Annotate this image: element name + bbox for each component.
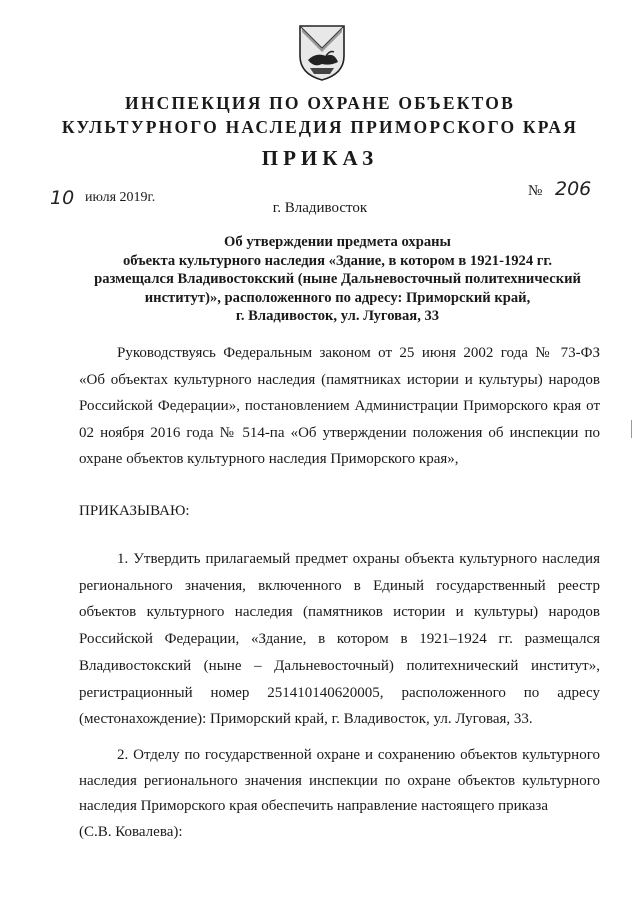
city: г. Владивосток: [272, 200, 368, 216]
preamble-paragraph: [79, 340, 600, 473]
item-1-paragraph: [79, 546, 600, 733]
paragraph-line: охране объектов культурного наследия Приморского края»,: [79, 451, 459, 467]
paragraph-line: (С.В. Ковалева):: [79, 823, 183, 840]
paragraph-line: 1. Утвердить прилагаемый предмет охраны объекта культурного наследия: [117, 551, 600, 567]
title-line: институт)», расположенного по адресу: Приморский край,: [144, 289, 531, 306]
paragraph-line: 2. Отделу по государственной охране и сохранению объектов культурного: [117, 747, 600, 763]
document-number-handwritten: 206: [555, 178, 592, 200]
paragraph-line: наследия регионального значения инспекции по охране объектов культурного: [79, 772, 600, 789]
paragraph-line: Российской Федерации, «Здание, в котором в 1921–1924 гг. размещался: [79, 631, 600, 648]
paragraph-line: Владивостокский (ныне – Дальневосточный) политехнический институт»,: [79, 657, 600, 674]
title-line: Об утверждении предмета охраны: [224, 234, 451, 250]
number-sign: №: [528, 183, 543, 199]
paragraph-line: 02 ноября 2016 года № 514-па «Об утверждении положения об инспекции по: [79, 424, 600, 441]
paragraph-line: наследия Приморского края обеспечить направление настоящего приказа: [79, 798, 548, 814]
title-line: объекта культурного наследия «Здание, в котором в 1921-1924 гг.: [122, 252, 553, 269]
coat-of-arms-icon: [296, 22, 348, 82]
title-line: г. Владивосток, ул. Луговая, 33: [235, 308, 440, 325]
paragraph-line: Российской Федерации», постановлением Администрации Приморского края от: [79, 398, 600, 414]
title-line: размещался Владивостокский (ныне Дальневосточный политехнический: [94, 271, 581, 288]
order-word: ПРИКАЗЫВАЮ:: [79, 503, 190, 519]
document-type: ПРИКАЗ: [261, 146, 379, 170]
date-month-year: июля 2019г.: [85, 190, 156, 205]
organization-name-line1: ИНСПЕКЦИЯ ПО ОХРАНЕ ОБЪЕКТОВ: [125, 93, 515, 113]
scan-artifact: [631, 420, 632, 438]
document-title: [40, 233, 635, 326]
paragraph-line: (местонахождение): Приморский край, г. Владивосток, ул. Луговая, 33.: [79, 711, 533, 728]
paragraph-line: объектов культурного наследия (памятников истории и культуры) народов: [79, 604, 600, 621]
paragraph-line: регистрационный номер 251410140620005, расположенного по адресу: [79, 684, 600, 701]
date-day-handwritten: 10: [50, 187, 75, 209]
item-2-paragraph: [79, 743, 600, 845]
paragraph-line: Руководствуясь Федеральным законом от 25 июня 2002 года № 73-ФЗ: [117, 345, 600, 361]
paragraph-line: регионального значения, включенного в Единый государственный реестр: [79, 577, 600, 594]
organization-name-line2: КУЛЬТУРНОГО НАСЛЕДИЯ ПРИМОРСКОГО КРАЯ: [61, 117, 579, 137]
paragraph-line: «Об объектах культурного наследия (памятниках истории и культуры) народов: [79, 371, 600, 388]
